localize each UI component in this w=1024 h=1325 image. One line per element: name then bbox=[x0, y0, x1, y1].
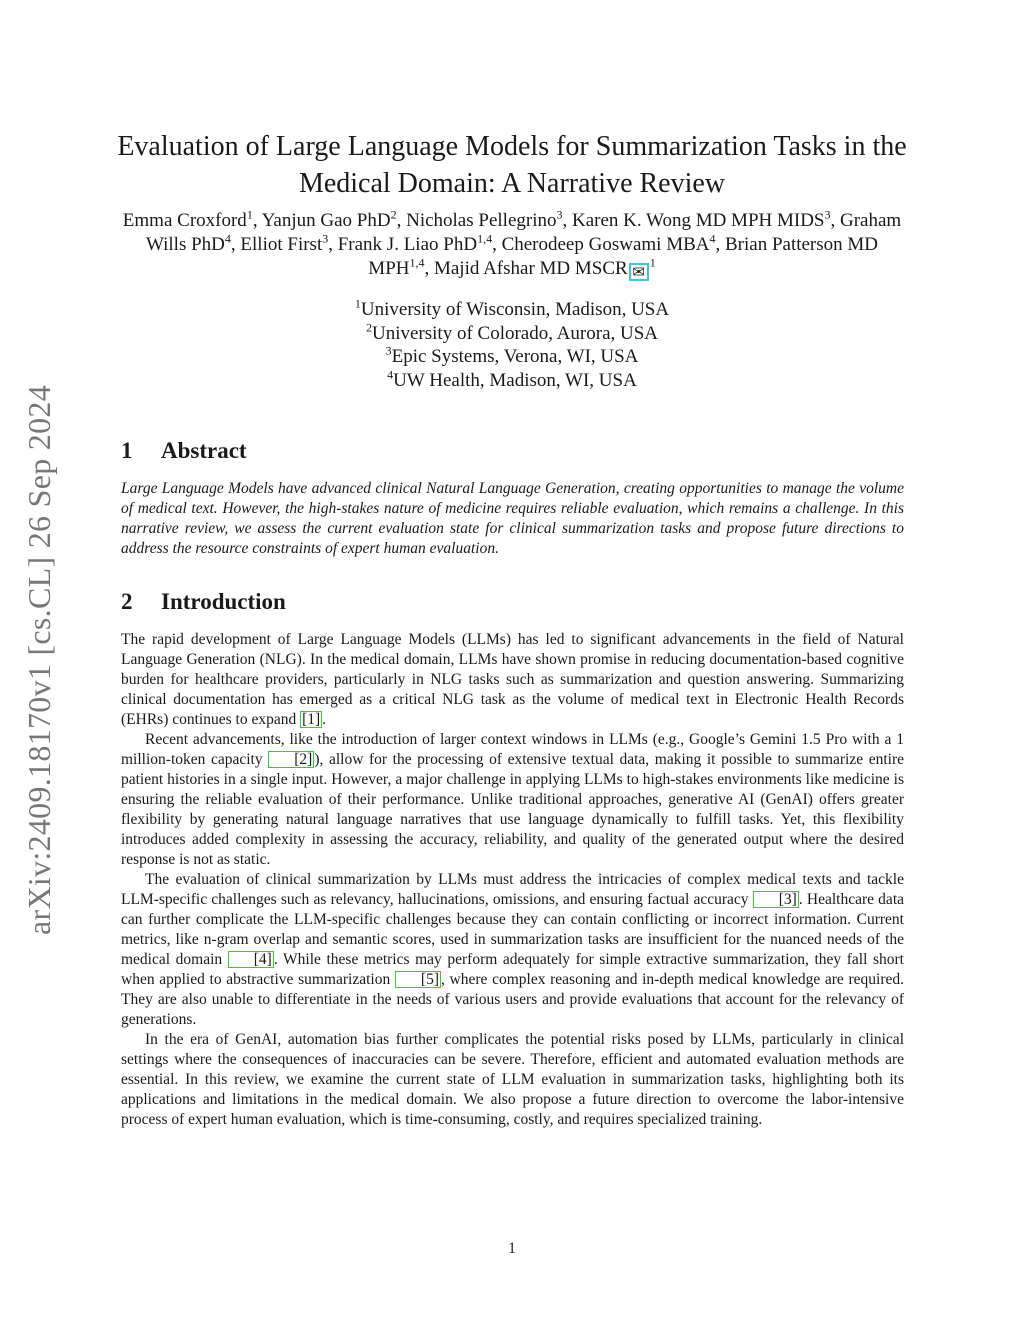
affiliation-list bbox=[250, 298, 774, 392]
paragraph bbox=[121, 630, 904, 730]
section-number: 2 bbox=[121, 589, 133, 614]
author-affil-mark: 1,4 bbox=[409, 255, 425, 270]
author-affil-mark: 3 bbox=[322, 231, 329, 246]
author-name: Majid Afshar MD MSCR bbox=[433, 258, 628, 279]
author-name: Emma Croxford bbox=[122, 210, 247, 231]
abstract-heading bbox=[121, 436, 247, 466]
page-number: 1 bbox=[508, 1240, 516, 1257]
citation-number: 2 bbox=[299, 751, 308, 768]
author-affil-mark: 3 bbox=[824, 207, 831, 222]
author-affil-mark: 1 bbox=[246, 207, 253, 222]
author-name: Frank J. Liao PhD bbox=[337, 234, 478, 255]
paragraph-text: ), allow for the processing of extensive textual data, making it possible to summarize entire patient histories in a single input. However, a major challenge in applying LLMs to high-stakes environments like medicine is ensuring the reliable evaluation of their performance. Unlike traditional approaches, generative AI (GenAI) offers greater flexibility by generating natural language narratives that use language dynamically to fulfill tasks. Yet, this flexibility introduces added complexity in assessing the accuracy, reliability, and quality of the generated output where the desired response is not as static. bbox=[121, 751, 905, 868]
introduction-heading bbox=[121, 587, 286, 617]
author-name: Karen K. Wong MD MPH MIDS bbox=[571, 210, 825, 231]
paragraph-text: The rapid development of Large Language Models (LLMs) has led to significant advancements in the field of Natural Language Generation (NLG). In the medical domain, LLMs have shown promise in reducing documentation-based cognitive burden for healthcare providers, particularly in NLG tasks such as summarization and question answering. Summarizing clinical documentation has emerged as a critical NLG task as the volume of medical text in Electronic Health Records (EHRs) continues to expand bbox=[121, 631, 904, 728]
affiliation-mark: 4 bbox=[387, 367, 394, 382]
affiliation bbox=[250, 345, 774, 369]
affiliation-text: University of Wisconsin, Madison, USA bbox=[360, 299, 670, 320]
author-affil-mark: 1 bbox=[649, 255, 656, 270]
section-title: Abstract bbox=[161, 438, 247, 463]
paragraph-text: Recent advancements, like the introduction of larger context windows in LLMs (e.g., Google’s Gemini 1.5 Pro with a 1 million-token capacity bbox=[121, 731, 904, 768]
author-name: Graham Wills PhD bbox=[145, 210, 902, 255]
affiliation bbox=[250, 369, 774, 393]
author-name: Yanjun Gao PhD bbox=[261, 210, 391, 231]
paragraph bbox=[121, 870, 904, 1030]
paragraph-text: . Healthcare data can further complicate the LLM-specific challenges because they can contain conflicting or incorrect information. Current metrics, like n-gram overlap and semantic scores, used in summarization tasks are insufficient for the nuanced needs of the medical domain bbox=[121, 891, 904, 968]
affiliation-mark: 2 bbox=[365, 320, 372, 335]
author-affil-mark: 4 bbox=[709, 231, 716, 246]
author-affil-mark: 2 bbox=[390, 207, 397, 222]
paragraph bbox=[121, 730, 904, 870]
affiliation-text: Epic Systems, Verona, WI, USA bbox=[391, 346, 639, 367]
paper-title: Evaluation of Large Language Models for Summarization Tasks in the Medical Domain: A Narrative Review bbox=[117, 131, 907, 199]
citation-number: 3 bbox=[783, 891, 792, 908]
citation-number: 1 bbox=[307, 711, 315, 728]
author-affil-mark: 1,4 bbox=[477, 231, 493, 246]
affiliation bbox=[250, 322, 774, 346]
citation-link[interactable]: [4] bbox=[228, 951, 274, 968]
affiliation bbox=[250, 298, 774, 322]
section-number: 1 bbox=[121, 438, 133, 463]
author-name: Cherodeep Goswami MBA bbox=[501, 234, 710, 255]
introduction-body bbox=[121, 630, 904, 1130]
section-title: Introduction bbox=[161, 589, 286, 614]
citation-link[interactable]: [5] bbox=[395, 971, 441, 988]
email-icon[interactable]: ✉ bbox=[629, 263, 649, 281]
paragraph-text: . bbox=[322, 711, 327, 728]
author-list: Emma Croxford$^1$, Yanjun Gao PhD$^2$, Nicholas Pellegrino$^3$, Karen K. Wong MD MPH MIDS$^3$, Graham Wills PhD$^4$, Elliot First$^3$, Frank J. Liao PhD$^{1,4}$, Cherodeep Goswami MBA$^4$, Brian Patterson MD MPH$^{1,4}$, Majid Afshar MD MSCR ✉$^1$ bbox=[122, 207, 902, 281]
affiliation-mark: 1 bbox=[354, 296, 361, 311]
paragraph-text: In the era of GenAI, automation bias further complicates the potential risks posed by LLMs, particularly in clinical settings where the consequences of inaccuracies can be severe. Therefore, efficient and automated evaluation methods are essential. In this review, we examine the current state of LLM evaluation in summarization tasks, highlighting both its applications and limitations in the medical domain. We also propose a future direction to overcome the labor-intensive process of expert human evaluation, which is time-consuming, costly, and requires specialized training. bbox=[121, 1031, 904, 1128]
citation-number: 4 bbox=[258, 951, 267, 968]
author-affil-mark: 4 bbox=[224, 231, 231, 246]
citation-number: 5 bbox=[426, 971, 434, 988]
author-name: Brian Patterson MD MPH bbox=[368, 234, 879, 279]
author-name: Nicholas Pellegrino bbox=[406, 210, 557, 231]
affiliation-text: University of Colorado, Aurora, USA bbox=[371, 322, 659, 344]
citation-link[interactable]: [2] bbox=[268, 751, 314, 768]
author-affil-mark: 3 bbox=[556, 207, 563, 222]
author-name: Elliot First bbox=[240, 234, 323, 255]
paragraph-text: . While these metrics may perform adequately for simple extractive summarization, they fall short when applied to abstractive summarization bbox=[121, 951, 904, 988]
paragraph-text: , where complex reasoning and in-depth medical knowledge are required. They are also unable to differentiate in the needs of various users and provide evaluations that account for the relevancy of generations. bbox=[121, 971, 904, 1028]
citation-link[interactable]: [1] bbox=[302, 711, 321, 728]
arxiv-identifier[interactable]: arXiv:2409.18170v1 [cs.CL] 26 Sep 2024 bbox=[21, 384, 57, 935]
paragraph bbox=[121, 1030, 904, 1130]
affiliation-mark: 3 bbox=[385, 343, 392, 358]
abstract-text: Large Language Models have advanced clinical Natural Language Generation, creating opportunities to manage the volume of medical text. However, the high-stakes nature of medicine requires reliable evaluation, which remains a challenge. In this narrative review, we assess the current evaluation state for clinical summarization tasks and propose future directions to address the resource constraints of expert human evaluation. bbox=[121, 480, 904, 557]
affiliation-text: UW Health, Madison, WI, USA bbox=[393, 369, 637, 391]
citation-link[interactable]: [3] bbox=[753, 891, 799, 908]
paragraph-text: The evaluation of clinical summarization by LLMs must address the intricacies of complex medical texts and tackle LLM-specific challenges such as relevancy, hallucinations, omissions, and ensuring factual accuracy bbox=[121, 871, 904, 908]
